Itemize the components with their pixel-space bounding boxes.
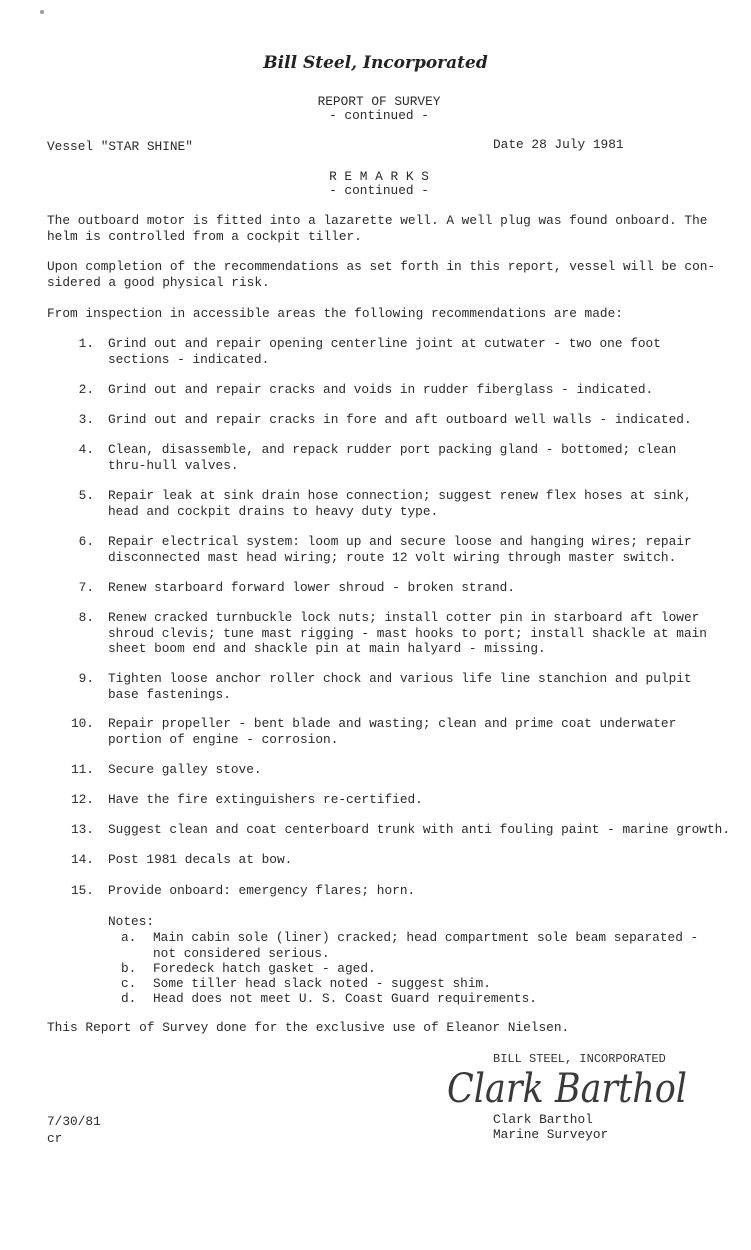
note-line: not considered serious. [153, 945, 330, 961]
report-title: REPORT OF SURVEY [317, 94, 441, 109]
recommendation-line: Grind out and repair opening centerline joint at cutwater - two one foot [108, 336, 661, 351]
recommendation-number: 12. [70, 792, 94, 807]
recommendation-number: 3. [78, 412, 94, 427]
recommendation-line: Post 1981 decals at bow. [108, 852, 293, 867]
recommendation-item [108, 762, 738, 778]
recommendation-number: 11. [70, 762, 94, 777]
handwritten-signature: Clark Barthol [447, 1066, 687, 1112]
note-line: Some tiller head slack noted - suggest shim. [153, 976, 491, 991]
paragraph [47, 213, 727, 244]
recommendation-number: 10. [70, 716, 94, 731]
paragraph-line: From inspection in accessible areas the following recommendations are made: [47, 306, 623, 321]
paragraph-line: The outboard motor is fitted into a lazarette well. A well plug was found onboard. The [47, 213, 708, 228]
recommendation-item [108, 488, 738, 519]
note-letter: a. [121, 930, 137, 945]
recommendation-line: sections - indicated. [108, 351, 270, 367]
notes-label: Notes: [108, 914, 155, 929]
remarks-continued: - continued - [329, 183, 429, 198]
signature-company: BILL STEEL, INCORPORATED [493, 1052, 666, 1066]
recommendation-item [108, 534, 738, 565]
paragraph-line: helm is controlled from a cockpit tiller. [47, 228, 362, 244]
note-line: Head does not meet U. S. Coast Guard requirements. [153, 991, 537, 1006]
footer-initials: cr [47, 1131, 63, 1146]
recommendation-line: Secure galley stove. [108, 762, 262, 777]
note-line: Main cabin sole (liner) cracked; head compartment sole beam separated - [153, 930, 699, 945]
note-item [153, 961, 733, 977]
recommendation-line: thru-hull valves. [108, 457, 239, 473]
paragraph-line: Upon completion of the recommendations as set forth in this report, vessel will be con- [47, 259, 716, 274]
note-item [153, 930, 733, 961]
recommendation-item [108, 716, 738, 747]
recommendation-number: 13. [70, 822, 94, 837]
recommendation-line: Repair propeller - bent blade and wasting; clean and prime coat underwater [108, 716, 677, 731]
recommendation-item [108, 852, 738, 868]
recommendation-line: Tighten loose anchor roller chock and various life line stanchion and pulpit [108, 671, 692, 686]
note-letter: c. [121, 976, 137, 991]
recommendation-item [108, 610, 738, 657]
note-letter: d. [121, 991, 137, 1006]
recommendation-line: shroud clevis; tune mast rigging - mast hooks to port; install shackle at main [108, 625, 707, 641]
scan-speck [40, 10, 44, 14]
recommendation-item [108, 792, 738, 808]
recommendation-number: 7. [78, 580, 94, 595]
footer-date: 7/30/81 [47, 1114, 101, 1129]
closing-statement: This Report of Survey done for the exclusive use of Eleanor Nielsen. [47, 1020, 570, 1035]
recommendation-number: 2. [78, 382, 94, 397]
note-letter: b. [121, 961, 137, 976]
note-line: Foredeck hatch gasket - aged. [153, 961, 376, 976]
recommendation-line: Repair leak at sink drain hose connection; suggest renew flex hoses at sink, [108, 488, 692, 503]
report-date: Date 28 July 1981 [493, 137, 624, 152]
recommendation-line: Provide onboard: emergency flares; horn. [108, 883, 416, 898]
recommendation-number: 5. [78, 488, 94, 503]
recommendation-line: Renew starboard forward lower shroud - broken strand. [108, 580, 516, 595]
recommendation-line: Grind out and repair cracks and voids in rudder fiberglass - indicated. [108, 382, 654, 397]
recommendation-line: Renew cracked turnbuckle lock nuts; install cotter pin in starboard aft lower [108, 610, 700, 625]
recommendation-item [108, 336, 738, 367]
note-item [153, 976, 733, 992]
vessel-name: Vessel "STAR SHINE" [47, 139, 193, 154]
recommendation-line: head and cockpit drains to heavy duty type. [108, 503, 439, 519]
recommendation-item [108, 883, 738, 899]
recommendation-line: Have the fire extinguishers re-certified. [108, 792, 423, 807]
paragraph-line: sidered a good physical risk. [47, 274, 270, 290]
recommendation-item [108, 671, 738, 702]
recommendation-line: base fastenings. [108, 686, 231, 702]
recommendation-number: 1. [78, 336, 94, 351]
recommendation-number: 9. [78, 671, 94, 686]
recommendation-line: Clean, disassemble, and repack rudder port packing gland - bottomed; clean [108, 442, 677, 457]
recommendation-item [108, 580, 738, 596]
paragraph [47, 306, 727, 322]
recommendation-number: 8. [78, 610, 94, 625]
recommendation-line: sheet boom end and shackle pin at main halyard - missing. [108, 641, 546, 656]
report-continued: - continued - [329, 108, 429, 123]
recommendation-item [108, 822, 738, 838]
recommendation-line: portion of engine - corrosion. [108, 731, 339, 747]
recommendation-line: Grind out and repair cracks in fore and aft outboard well walls - indicated. [108, 412, 692, 427]
recommendation-number: 14. [70, 852, 94, 867]
recommendation-line: disconnected mast head wiring; route 12 volt wiring through master switch. [108, 549, 677, 565]
remarks-title: R E M A R K S [329, 169, 429, 184]
recommendation-number: 4. [78, 442, 94, 457]
paragraph [47, 259, 727, 290]
signer-name: Clark Barthol [493, 1112, 593, 1127]
recommendation-line: Repair electrical system: loom up and secure loose and hanging wires; repair [108, 534, 692, 549]
note-item [153, 991, 733, 1007]
recommendation-item [108, 412, 738, 428]
recommendation-item [108, 382, 738, 398]
signer-title: Marine Surveyor [493, 1127, 609, 1142]
recommendation-item [108, 442, 738, 473]
letterhead: Bill Steel, Incorporated [263, 53, 488, 73]
recommendation-number: 15. [70, 883, 94, 898]
signature-block [445, 1050, 705, 1120]
recommendation-number: 6. [78, 534, 94, 549]
recommendation-line: Suggest clean and coat centerboard trunk with anti fouling paint - marine growth. [108, 822, 731, 837]
